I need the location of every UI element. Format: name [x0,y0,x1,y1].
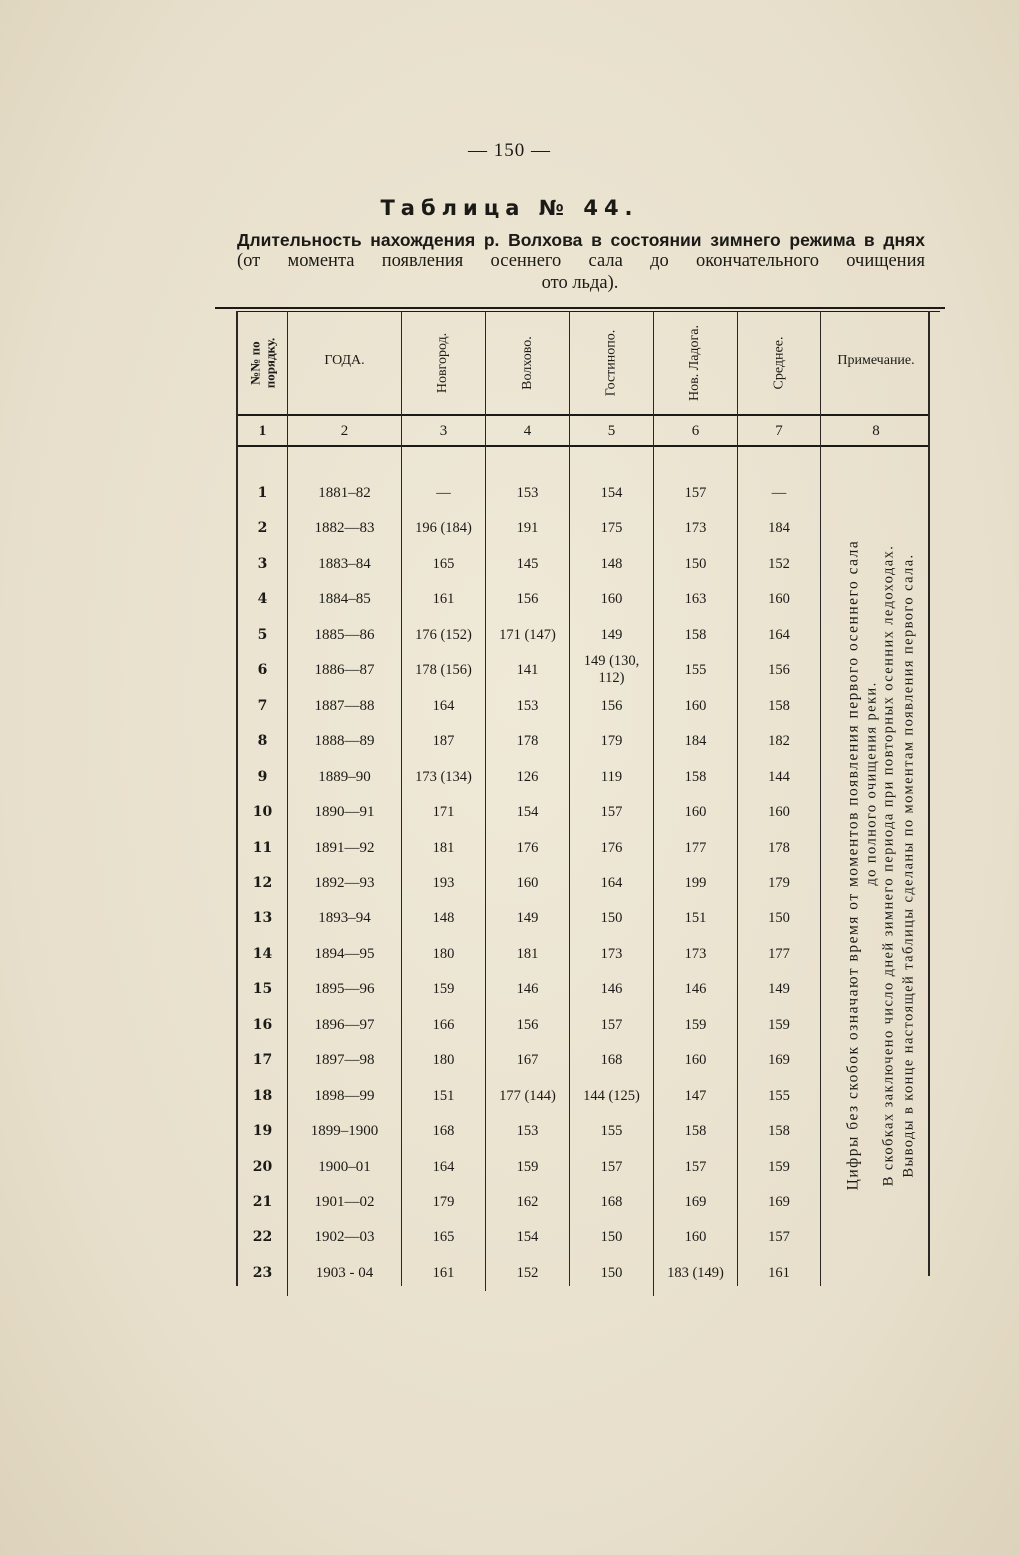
cell-nov-ladoga: 150 [684,555,707,572]
cell-novgorod: 159 [432,981,455,998]
cell-average: 169 [768,1194,790,1210]
cell-volkhovo: 162 [516,1194,539,1210]
cell-average: 177 [768,945,790,962]
cell-novgorod: 151 [432,1087,455,1104]
cell-average: 149 [768,981,790,998]
row-year: 1881–82 [318,485,371,501]
cell-gostinopol: 157 [600,804,623,821]
row-number: 10 [252,804,273,821]
row-year: 1884–85 [318,591,371,608]
row-year: 1891—92 [314,839,375,856]
header-years: ГОДА. [324,353,365,368]
cell-gostinopol: 146 [600,981,623,998]
row-number: 1 [257,485,268,501]
cell-nov-ladoga: 173 [684,520,707,537]
cell-novgorod: 180 [432,1052,455,1069]
cell-volkhovo: 153 [516,697,539,714]
row-year: 1893–94 [318,910,371,927]
header-nov-ladoga: Нов. Ладога. [687,324,703,402]
cell-gostinopol-line-1: 149 (130, [583,653,640,670]
cell-novgorod: 179 [432,1194,455,1210]
row-number: 23 [252,1264,273,1281]
cell-volkhovo: 145 [516,555,539,572]
row-year: 1888—89 [314,733,375,750]
column-number: 8 [872,423,880,439]
cell-gostinopol: 150 [600,1229,623,1246]
cell-gostinopol: 164 [600,874,623,891]
row-year: 1895—96 [314,981,375,998]
row-number: 18 [252,1087,273,1104]
cell-novgorod: 193 [432,874,455,891]
cell-gostinopol: 149 [600,626,623,643]
cell-volkhovo: 146 [516,981,539,998]
cell-novgorod: 164 [432,1158,455,1175]
column-number: 7 [775,423,783,439]
column-number: 5 [607,423,616,439]
row-number: 6 [257,662,268,679]
cell-volkhovo: 176 [516,839,539,856]
cell-volkhovo: 167 [516,1052,539,1069]
cell-volkhovo: 154 [516,1229,539,1246]
cell-nov-ladoga: 163 [684,591,707,608]
cell-novgorod: — [436,485,451,501]
row-year: 1899–1900 [310,1123,379,1140]
cell-nov-ladoga: 159 [684,1016,707,1033]
cell-nov-ladoga: 155 [684,662,707,679]
row-year: 1892—93 [314,874,375,891]
cell-volkhovo: 149 [516,910,539,927]
cell-volkhovo: 160 [516,874,539,891]
table-heading: Таблица № 44. [380,196,639,220]
cell-average: 157 [768,1229,790,1246]
cell-nov-ladoga: 158 [684,1123,707,1140]
cell-novgorod: 176 (152) [415,626,472,643]
row-number: 16 [252,1016,273,1033]
row-number: 12 [252,874,273,891]
cell-volkhovo: 156 [516,1016,539,1033]
cell-gostinopol: 148 [600,555,623,572]
cell-nov-ladoga: 160 [684,697,707,714]
cell-nov-ladoga: 173 [684,945,707,962]
cell-novgorod: 181 [432,839,455,856]
cell-volkhovo: 154 [516,804,539,821]
cell-nov-ladoga: 160 [684,804,707,821]
cell-nov-ladoga: 169 [684,1194,707,1210]
row-year: 1903 - 04 [315,1264,374,1281]
cell-average: 182 [768,733,790,750]
row-number: 7 [257,697,268,714]
cell-average: 150 [768,910,790,927]
row-number: 2 [257,520,268,537]
cell-volkhovo: 177 (144) [499,1087,556,1104]
cell-gostinopol: 173 [600,945,623,962]
cell-gostinopol: 144 (125) [583,1087,640,1104]
cell-gostinopol: 168 [600,1052,623,1069]
row-number: 11 [252,839,273,856]
cell-average: — [771,485,787,501]
cell-nov-ladoga: 160 [684,1229,707,1246]
cell-average: 160 [768,804,790,821]
cell-gostinopol: 155 [600,1123,623,1140]
cell-gostinopol: 119 [600,768,623,785]
note-line-2: до полного очищения реки. [863,681,880,886]
page-number: — 150 — [468,140,551,161]
caption-line-1: Длительность нахождения р. Волхова в состоянии зимнего режима в днях [237,230,925,250]
cell-volkhovo: 171 (147) [499,626,556,643]
cell-volkhovo: 191 [516,520,539,537]
row-year: 1901—02 [314,1194,375,1210]
row-number: 19 [252,1123,273,1140]
cell-novgorod: 187 [432,733,455,750]
cell-novgorod: 173 (134) [415,768,472,785]
table-top-rule [215,307,945,309]
row-year: 1889–90 [318,768,371,785]
cell-gostinopol: 157 [600,1016,623,1033]
cell-average: 161 [768,1264,790,1281]
header-novgorod: Новгород. [435,332,451,394]
cell-volkhovo: 153 [516,485,539,501]
column-number: 1 [258,423,267,439]
row-year: 1900–01 [318,1158,371,1175]
cell-novgorod: 148 [432,910,455,927]
row-number: 5 [257,626,268,643]
cell-average: 144 [768,768,790,785]
cell-average: 159 [768,1158,790,1175]
column-number: 3 [439,423,448,439]
cell-novgorod: 166 [432,1016,455,1033]
cell-gostinopol: 179 [600,733,623,750]
cell-gostinopol: 157 [600,1158,623,1175]
cell-gostinopol: 176 [600,839,623,856]
cell-volkhovo: 126 [516,768,539,785]
cell-gostinopol: 154 [600,485,623,501]
row-year: 1882—83 [314,520,375,537]
cell-average: 184 [768,520,790,537]
header-note: Примечание. [837,353,915,368]
cell-volkhovo: 159 [516,1158,539,1175]
note-line-1: Цифры без скобок означают время от моментов появления первого осеннего сала [844,539,861,1191]
row-number: 15 [252,981,273,998]
cell-nov-ladoga: 177 [684,839,707,856]
cell-novgorod: 180 [432,945,455,962]
row-number: 20 [252,1158,273,1175]
row-number: 3 [257,555,268,572]
header-volkhovo: Волхово. [519,336,535,390]
row-number: 13 [252,910,273,927]
row-year: 1890—91 [314,804,375,821]
cell-novgorod: 168 [432,1123,455,1140]
cell-gostinopol: 160 [600,591,623,608]
cell-gostinopol: 175 [600,520,623,537]
row-number: 17 [252,1052,273,1069]
row-number: 14 [252,945,273,962]
row-year: 1883–84 [318,555,371,572]
cell-nov-ladoga: 147 [684,1087,707,1104]
cell-novgorod: 196 (184) [415,520,472,537]
cell-nov-ladoga: 157 [684,485,707,501]
caption-line-2: (от момента появления осеннего сала до окончательного очищения [237,251,925,271]
column-number: 4 [523,423,532,439]
cell-novgorod: 161 [432,591,455,608]
cell-novgorod: 161 [432,1264,455,1281]
row-year: 1897—98 [314,1052,375,1069]
cell-volkhovo: 181 [516,945,539,962]
cell-volkhovo: 178 [516,733,539,750]
cell-nov-ladoga: 146 [684,981,707,998]
column-number: 2 [340,423,349,439]
cell-volkhovo: 152 [516,1264,539,1281]
cell-average: 158 [768,697,790,714]
row-year: 1885—86 [314,626,375,643]
cell-nov-ladoga: 158 [684,626,707,643]
note-line-4: Выводы в конце настоящей таблицы сделаны по моментам появления первого сала. [900,552,917,1178]
header-index: №№ по порядку. [247,337,278,389]
cell-nov-ladoga: 160 [684,1052,707,1069]
row-number: 8 [257,733,268,750]
cell-nov-ladoga: 158 [684,768,707,785]
cell-nov-ladoga: 183 (149) [667,1264,724,1281]
cell-average: 178 [768,839,790,856]
row-year: 1886—87 [314,662,375,679]
cell-nov-ladoga: 151 [684,910,707,927]
cell-average: 155 [768,1087,790,1104]
cell-average: 152 [768,555,790,572]
cell-average: 179 [768,874,790,891]
header-gostinopol: Гостинопо. [603,329,619,397]
row-year: 1894—95 [314,945,375,962]
cell-nov-ladoga: 157 [684,1158,707,1175]
cell-nov-ladoga: 199 [684,874,707,891]
cell-average: 158 [768,1123,790,1140]
cell-average: 160 [768,591,790,608]
cell-novgorod: 164 [432,697,455,714]
cell-novgorod: 178 (156) [415,662,472,679]
cell-novgorod: 165 [432,555,455,572]
row-number: 22 [252,1229,273,1246]
cell-novgorod: 165 [432,1229,455,1246]
cell-gostinopol: 168 [600,1194,623,1210]
cell-average: 169 [768,1052,790,1069]
cell-gostinopol: 150 [600,910,623,927]
row-year: 1887—88 [314,697,375,714]
caption-line-3: ото льда). [541,273,619,293]
column-numbers-bottom-rule [236,445,928,447]
cell-gostinopol: 156 [600,697,623,714]
cell-average: 164 [768,626,790,643]
row-number: 21 [252,1194,273,1210]
cell-gostinopol-line-2: 112) [598,670,625,687]
row-number: 9 [257,768,268,785]
column-number: 6 [691,423,700,439]
cell-gostinopol: 150 [600,1264,623,1281]
cell-novgorod: 171 [432,804,455,821]
header-bottom-rule [236,414,928,416]
row-year: 1896—97 [314,1016,375,1033]
cell-nov-ladoga: 184 [684,733,707,750]
row-number: 4 [257,591,268,608]
cell-average: 156 [768,662,790,679]
row-year: 1902—03 [314,1229,375,1246]
cell-volkhovo: 156 [516,591,539,608]
cell-volkhovo: 141 [516,662,539,679]
row-year: 1898—99 [314,1087,375,1104]
cell-gostinopol [570,653,653,687]
header-average: Среднее. [770,336,786,390]
note-line-3: В скобках заключено число дней зимнего периода при повторных осенних ледоходах. [880,544,897,1186]
cell-average: 159 [768,1016,790,1033]
cell-volkhovo: 153 [516,1123,539,1140]
